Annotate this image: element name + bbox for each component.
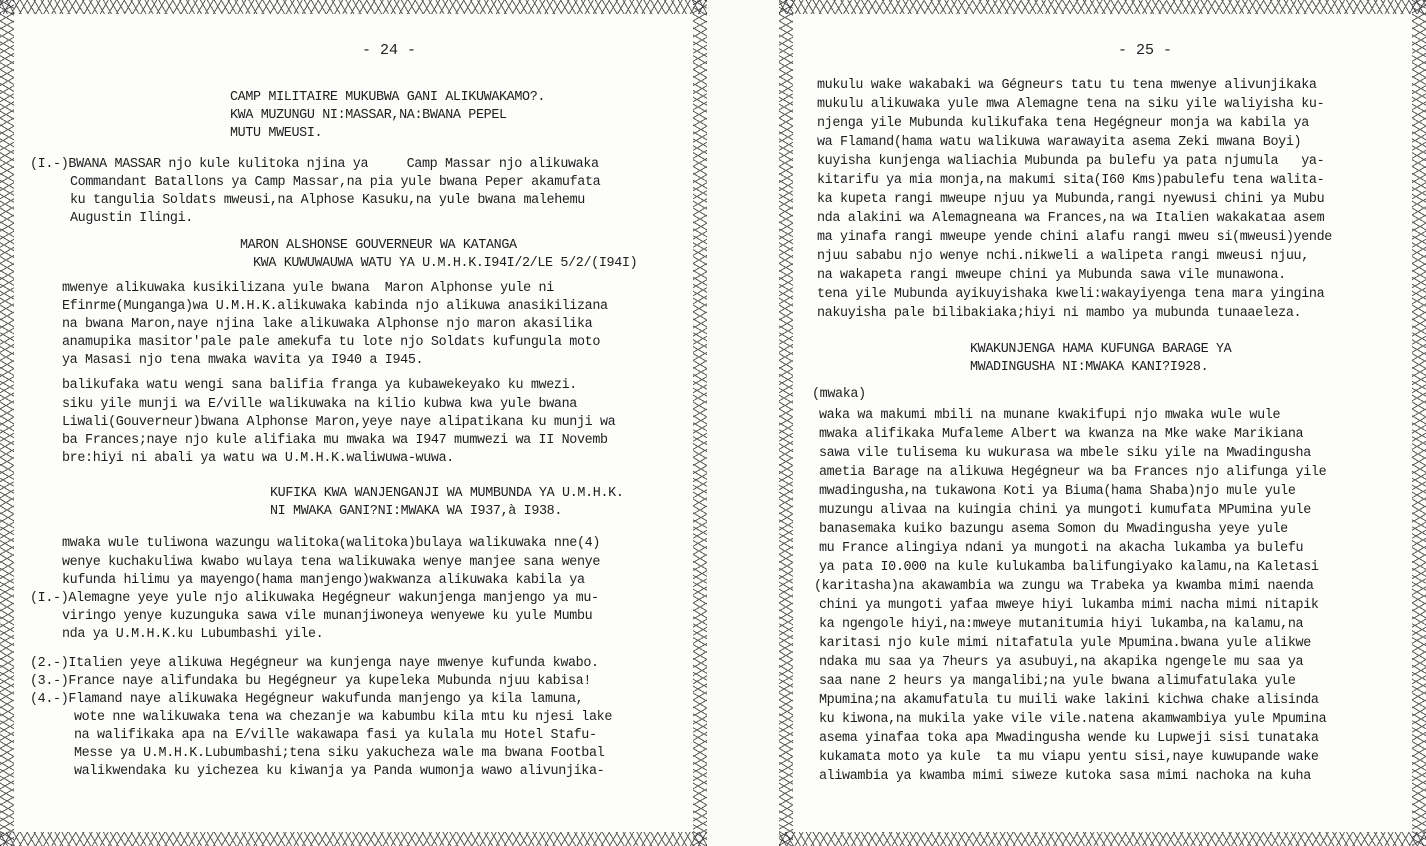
decorative-border-top (779, 0, 1426, 14)
text-line: njuu sababu njo wenye nchi.nikweli a walipeta rangi mweusi njuu, (817, 249, 1309, 264)
text-line: kukamata moto ya kule ta mu viapu yentu sisi,naye kuwupande wake (819, 750, 1319, 765)
page-number: - 25 - (1118, 42, 1173, 59)
text-line: chini ya mungoti yafaa mweye hiyi lukamba mimi nacha mimi nitapik (819, 598, 1319, 613)
text-line: Augustin Ilingi. (70, 211, 193, 226)
heading-line: CAMP MILITAIRE MUKUBWA GANI ALIKUWAKAMO?. (230, 90, 546, 105)
text-line: Liwali(Gouverneur)bwana Alphonse Maron,yeye naye alipatikana ku munji wa (62, 415, 616, 430)
text-line: ametia Barage na alikuwa Hegégneur wa ba Frances njo alifunga yile (819, 465, 1327, 480)
text-line: bre:hiyi ni abali ya watu wa U.M.H.K.waliwuwa-wuwa. (62, 451, 454, 466)
text-line: njenga yile Mubunda kulikufaka tena Hegégneur monja wa kabila ya (817, 116, 1309, 131)
text-line: Commandant Batallons ya Camp Massar,na pia yule bwana Peper akamufata (70, 175, 601, 190)
text-line: ndaka mu saa ya 7heurs ya asubuyi,na akapika ngengele mu saa ya (819, 655, 1304, 670)
heading-line: KWA KUWUWAUWA WATU YA U.M.H.K.I94I/2/LE 5/2/(I94I) (253, 256, 638, 271)
page-number: - 24 - (362, 42, 417, 59)
decorative-border-right (1412, 0, 1426, 846)
text-line: na bwana Maron,naye njina lake alikuwaka Alphonse njo maron akasilika (62, 317, 593, 332)
decorative-border-top (0, 0, 707, 14)
page-gutter (707, 0, 779, 846)
text-line: nda alakini wa Alemagneana wa Frances,na wa Italien wakakataa asem (817, 211, 1325, 226)
text-line: banasemaka kuiko bazungu asema Somon du Mwadingusha yeye yule (819, 522, 1288, 537)
text-line: ku kiwona,na mukila yake vile vile.natena akamwambiya yule Mpumina (819, 712, 1327, 727)
text-line: saa nane 2 heurs ya mangalibi;na yule bwana alimufatulaka yule (819, 674, 1296, 689)
text-line: na wakapeta rangi mweupe chini ya Mubunda sawa vile munawona. (817, 268, 1286, 283)
text-line: muzungu alivaa na kuingia chini ya mungoti kumufata MPumina yule (819, 503, 1311, 518)
text-line: (karitasha)na akawambia wa zungu wa Trabeka ya kwamba mimi naenda (814, 579, 1314, 594)
text-line: aliwambia ya kwamba mimi siweze kutoka sasa mimi nachoka na kuha (819, 769, 1311, 784)
text-line: (I.-)Alemagne yeye yule njo alikuwaka Hegégneur wakunjenga manjengo ya mu- (30, 591, 599, 606)
text-line: ma yinafa rangi mweupe yende chini alafu rangi mweu si(mweusi)yende (817, 230, 1332, 245)
text-line: ya Masasi njo tena mwaka wavita ya I940 a I945. (62, 353, 424, 368)
text-line: (mwaka) (812, 387, 866, 402)
text-line: mwaka alifikaka Mufaleme Albert wa kwanza na Mke wake Marikiana (819, 427, 1304, 442)
text-line: mukulu alikuwaka yule mwa Alemagne tena na siku yile waliyisha ku- (817, 97, 1325, 112)
text-line: (I.-)BWANA MASSAR njo kule kulitoka njina ya Camp Massar njo alikuwaka (30, 157, 599, 172)
text-line: (2.-)Italien yeye alikuwa Hegégneur wa kunjenga naye mwenye kufunda kwabo. (30, 656, 599, 671)
text-line: (3.-)France naye alifundaka bu Hegégneur ya kupeleka Mubunda njuu kabisa! (30, 674, 592, 689)
text-line: kuyisha kunjenga waliachia Mubunda pa bulefu ya pata njumula ya- (817, 154, 1325, 169)
decorative-border-right (693, 0, 707, 846)
text-line: wa Flamand(hama watu walikuwa warawayita asema Zeki mwana Boyi) (817, 135, 1302, 150)
heading-line: KUFIKA KWA WANJENGANJI WA MUMBUNDA YA U.M.H.K. (270, 486, 624, 501)
text-line: tena yile Mubunda ayikuyishaka kweli:wakayiyenga tena mara yingina (817, 287, 1325, 302)
text-line: sawa vile tulisema ku wukurasa wa mbele siku yile na Mwadingusha (819, 446, 1311, 461)
heading-line: NI MWAKA GANI?NI:MWAKA WA I937,à I938. (270, 504, 563, 519)
text-line: mukulu wake wakabaki wa Gégneurs tatu tu tena mwenye alivunjikaka (817, 78, 1317, 93)
text-line: anamupika masitor'pale pale amekufa tu lote njo Soldats kufungula moto (62, 335, 600, 350)
text-line: balikufaka watu wengi sana balifia franga ya kubawekeyako ku mwezi. (62, 378, 577, 393)
text-line: mwaka wule tuliwona wazungu walitoka(walitoka)bulaya walikuwaka nne(4) (62, 536, 600, 551)
text-line: mwadingusha,na tukawona Koti ya Biuma(hama Shaba)njo mule yule (819, 484, 1296, 499)
text-line: ka kupeta rangi mweupe njuu ya Mubunda,rangi nyewusi chini ya Mubu (817, 192, 1325, 207)
text-line: ya pata I0.000 na kule kulukamba balifungiyako kalamu,na Kaletasi (819, 560, 1319, 575)
decorative-border-left (779, 0, 793, 846)
decorative-border-bottom (779, 832, 1426, 846)
heading-line: KWA MUZUNGU NI:MASSAR,NA:BWANA PEPEL (230, 108, 507, 123)
text-line: kufunda hilimu ya mayengo(hama manjengo)wakwanza alikuwaka kabila ya (62, 573, 585, 588)
heading-line: MARON ALSHONSE GOUVERNEUR WA KATANGA (240, 238, 517, 253)
heading-line: KWAKUNJENGA HAMA KUFUNGA BARAGE YA (970, 342, 1232, 357)
text-line: waka wa makumi mbili na munane kwakifupi njo mwaka wule wule (819, 408, 1281, 423)
text-line: karitasi njo kule mimi nitafatula yule Mpumina.bwana yule alikwe (819, 636, 1311, 651)
text-line: ku tangulia Soldats mweusi,na Alphose Kasuku,na yule bwana malehemu (70, 193, 585, 208)
right-page (779, 0, 1426, 846)
heading-line: MUTU MWEUSI. (230, 126, 323, 141)
text-line: ba Frances;naye njo kule alifiaka mu mwaka wa I947 mumwezi wa II Novemb (62, 433, 608, 448)
text-line: Mpumina;na akamufatula tu muili wake lakini kichwa chake alisinda (819, 693, 1319, 708)
text-line: Efinrme(Munganga)wa U.M.H.K.alikuwaka kabinda njo alikuwa anasikilizana (62, 299, 608, 314)
text-line: Messe ya U.M.H.K.Lubumbashi;tena siku yakucheza wale ma bwana Footbal (74, 746, 605, 761)
heading-line: MWADINGUSHA NI:MWAKA KANI?I928. (970, 360, 1209, 375)
text-line: wote nne walikuwaka tena wa chezanje wa kabumbu kila mtu ku njesi lake (74, 710, 612, 725)
text-line: wenye kuchakuliwa kwabo wulaya tena walikuwaka wenye manjee sana wenye (62, 555, 600, 570)
text-line: viringo yenye kuzunguka sawa vile munanjiwoneya wenyewe ku yule Mumbu (62, 609, 593, 624)
text-line: kitarifu ya mia monja,na makumi sita(I60 Kms)pabulefu tena walita- (817, 173, 1325, 188)
text-line: na walifikaka apa na E/ville wakawapa fasi ya kulala mu Hotel Stafu- (74, 728, 597, 743)
text-line: asema yinafaa toka apa Mwadingusha wende ku Lupweji sisi tunataka (819, 731, 1319, 746)
decorative-border-bottom (0, 832, 707, 846)
text-line: (4.-)Flamand naye alikuwaka Hegégneur wakufunda manjengo ya kila lamuna, (30, 692, 584, 707)
text-line: mu France alingiya ndani ya mungoti na akacha lukamba ya bulefu (819, 541, 1304, 556)
text-line: ka ngengole hiyi,na:mweye mutanitumia hiyi lukamba,na kalamu,na (819, 617, 1304, 632)
text-line: siku yile munji wa E/ville walikuwaka na kilio kubwa kwa yule bwana (62, 397, 577, 412)
decorative-border-left (0, 0, 14, 846)
left-page (0, 0, 707, 846)
text-line: nda ya U.M.H.K.ku Lubumbashi yile. (62, 627, 324, 642)
text-line: walikwendaka ku yichezea ku kiwanja ya Panda wumonja wawo alivunjika- (74, 764, 605, 779)
text-line: mwenye alikuwaka kusikilizana yule bwana Maron Alphonse yule ni (62, 281, 554, 296)
text-line: nakuyisha pale bilibakiaka;hiyi ni mambo ya mubunda tunaaeleza. (817, 306, 1302, 321)
